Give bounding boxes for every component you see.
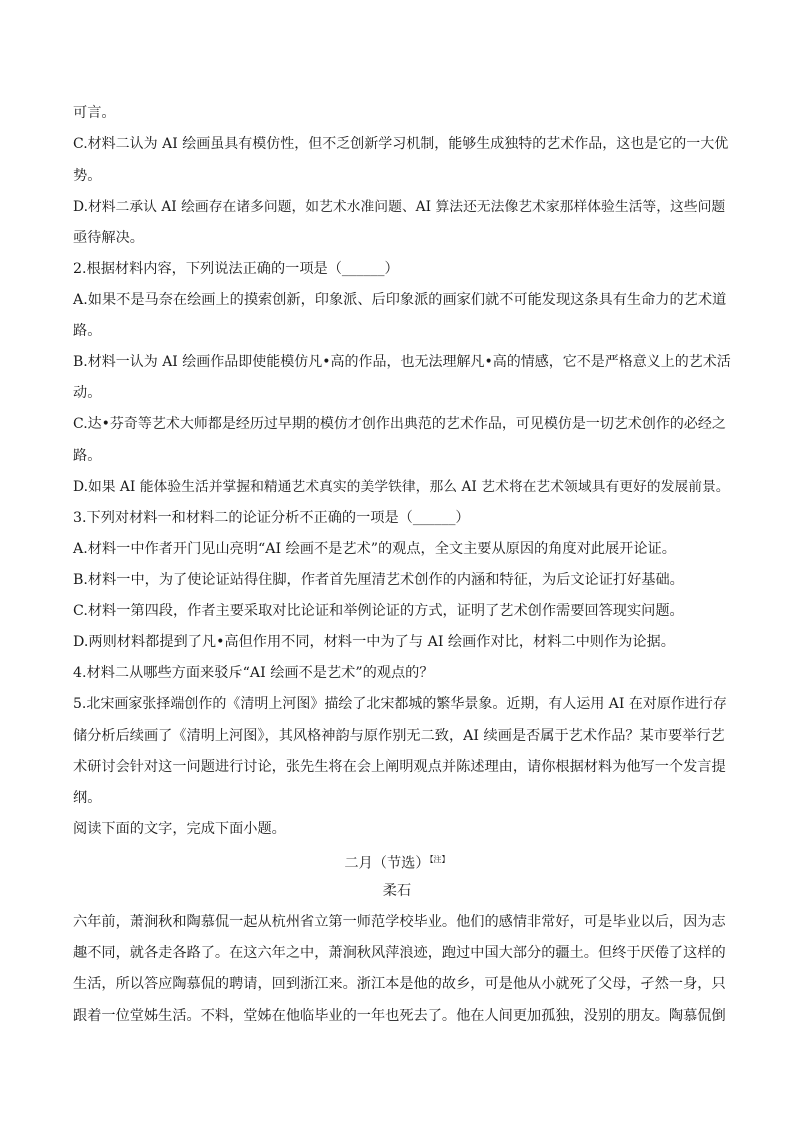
text-line: 储分析后续画了《清明上河图》，其风格神韵与原作别无二致，AI 续画是否属于艺术作品？某市要举行艺 <box>73 728 725 744</box>
passage-line: 生活，所以答应陶慕侃的聘请，回到浙江来。浙江本是他的故乡，可是他从小就死了父母，孑然一身，只 <box>73 976 726 992</box>
text-line: 纲。 <box>73 790 102 806</box>
option-c-line: C.材料二认为 AI 绘画虽具有模仿性，但不乏创新学习机制，能够生成独特的艺术作品，这也是它的一大优 <box>73 136 729 152</box>
text-line: 动。 <box>73 385 102 401</box>
option-c-line: C.材料一第四段，作者主要采取对比论证和举例论证的方式，证明了艺术创作需要回答现实问题。 <box>73 603 684 619</box>
passage-line: 趣不同，就各走各路了。在这六年之中，萧涧秋风萍浪迹，跑过中国大部分的疆土。但终于厌倦了这样的 <box>73 945 726 961</box>
text-line: 路。 <box>73 323 102 339</box>
reading-instruction: 阅读下面的文字，完成下面小题。 <box>73 821 286 837</box>
text-line: 路。 <box>73 448 102 464</box>
option-c-line: C.达•芬奇等艺术大师都是经历过早期的模仿才创作出典范的艺术作品，可见模仿是一切艺术创作的必经之 <box>73 416 726 432</box>
option-a-line: A.如果不是马奈在绘画上的摸索创新，印象派、后印象派的画家们就不可能发现这条具有生命力的艺术道 <box>73 292 727 308</box>
option-d-line: D.如果 AI 能体验生活并掌握和精通艺术真实的美学铁律，那么 AI 艺术将在艺术领域具有更好的发展前景。 <box>73 479 730 495</box>
text-line: 势。 <box>73 168 102 184</box>
question-3: 3.下列对材料一和材料二的论证分析不正确的一项是（______） <box>73 510 470 526</box>
option-b-line: B.材料一中，为了使论证站得住脚，作者首先厘清艺术创作的内涵和特征，为后文论证打好基础。 <box>73 572 684 588</box>
option-d-line: D.两则材料都提到了凡•高但作用不同，材料一中为了与 AI 绘画作对比，材料二中则作为论据。 <box>73 634 675 650</box>
text-line: 可言。 <box>73 105 116 121</box>
option-b-line: B.材料一认为 AI 绘画作品即使能模仿凡•高的作品，也无法理解凡•高的情感，它不是严格意义上的艺术活 <box>73 354 731 370</box>
text-line: 术研讨会针对这一问题进行讨论，张先生将在会上阐明观点并陈述理由，请你根据材料为他写一个发言提 <box>73 759 726 775</box>
question-5: 5.北宋画家张择端创作的《清明上河图》描绘了北宋都城的繁华景象。近期，有人运用 AI 在对原作进行存 <box>73 696 727 712</box>
option-a-line: A.材料一中作者开门见山亮明“AI 绘画不是艺术”的观点，全文主要从原因的角度对此展开论证。 <box>73 541 676 557</box>
text-line: 亟待解决。 <box>73 230 144 246</box>
title-note: 【注】 <box>429 855 450 864</box>
passage-author: 柔石 <box>382 883 412 899</box>
passage-title-text: 二月（节选） <box>344 855 430 872</box>
option-d-line: D.材料二承认 AI 绘画存在诸多问题，如艺术水准问题、AI 算法还无法像艺术家那样体验生活等，这些问题 <box>73 199 726 215</box>
passage-title <box>0 850 794 874</box>
question-2: 2.根据材料内容，下列说法正确的一项是（______） <box>73 261 399 277</box>
passage-line: 六年前，萧涧秋和陶慕侃一起从杭州省立第一师范学校毕业。他们的感情非常好，可是毕业以后，因为志 <box>73 914 726 930</box>
passage-line: 跟着一位堂姊生活。不料，堂姊在他临毕业的一年也死去了。他在人间更加孤独，没别的朋友。陶慕侃倒 <box>73 1008 726 1024</box>
question-4: 4.材料二从哪些方面来驳斥“AI 绘画不是艺术”的观点的？ <box>73 665 434 681</box>
